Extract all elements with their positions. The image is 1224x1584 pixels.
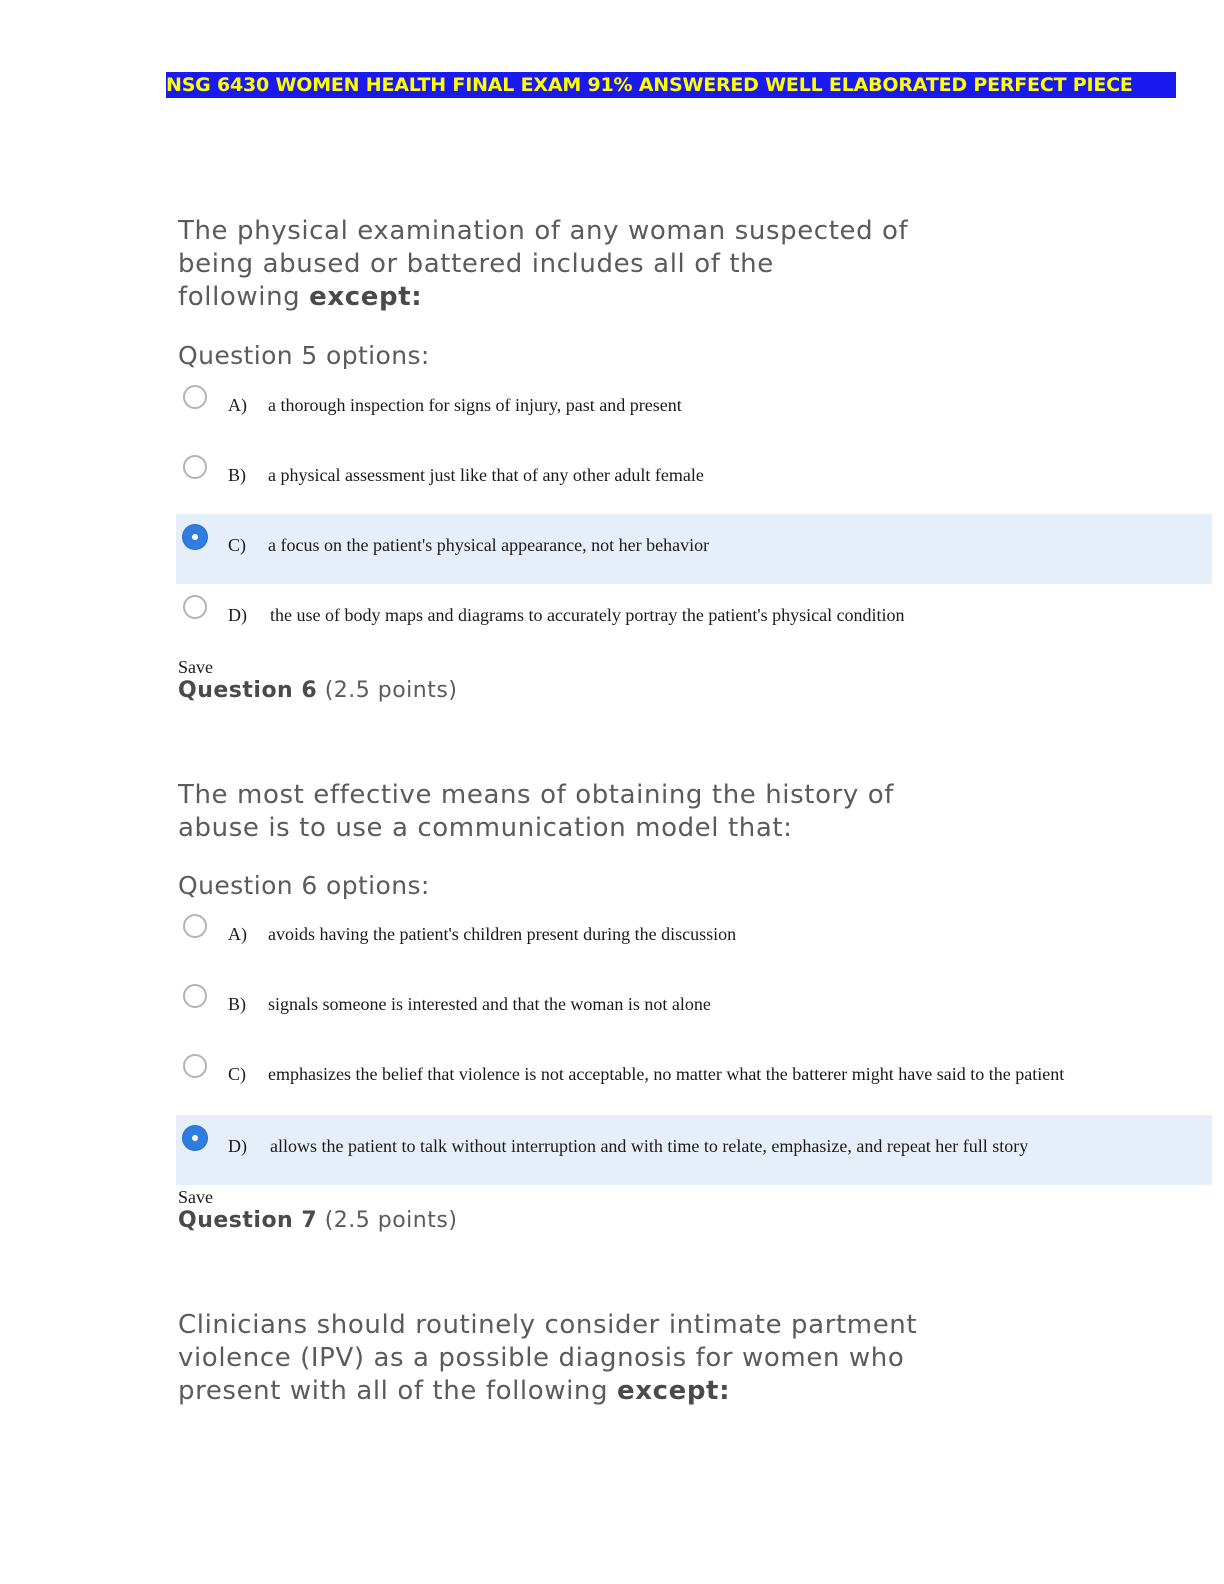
radio-button[interactable] (183, 984, 207, 1008)
question-7-text-line: present with all of the following (178, 1376, 617, 1406)
question-7-text (178, 1309, 917, 1408)
option-text: the use of body maps and diagrams to accurately portray the patient's physical condition (270, 605, 905, 625)
radio-button-selected[interactable] (183, 1126, 207, 1150)
option-letter: A) (228, 395, 247, 415)
question-5-option-d[interactable] (176, 584, 1212, 654)
question-7-label: Question 7 (178, 1208, 318, 1233)
option-text: a focus on the patient's physical appearance, not her behavior (268, 535, 710, 555)
question-6-option-b[interactable] (176, 973, 1212, 1043)
question-7-emphasis: except (616, 1376, 720, 1406)
question-5-text-line: The physical examination of any woman suspected of (178, 216, 909, 246)
question-6-options-heading: Question 6 options: (178, 871, 430, 900)
question-6-label: Question 6 (178, 678, 318, 703)
option-text: signals someone is interested and that the woman is not alone (268, 994, 711, 1014)
radio-button[interactable] (183, 595, 207, 619)
radio-button[interactable] (183, 385, 207, 409)
question-6-option-c[interactable] (176, 1043, 1212, 1113)
option-text: emphasizes the belief that violence is not acceptable, no matter what the batterer might have said to the patient (268, 1064, 1065, 1084)
radio-button-selected[interactable] (183, 525, 207, 549)
option-text: a physical assessment just like that of any other adult female (268, 465, 704, 485)
question-5-colon: : (411, 282, 423, 312)
option-letter: A) (228, 924, 247, 944)
option-letter: D) (228, 1136, 247, 1156)
option-text: allows the patient to talk without interruption and with time to relate, emphasize, and repeat her full story (270, 1136, 1029, 1156)
question-5-option-a[interactable] (176, 374, 1212, 444)
question-7-points: (2.5 points) (324, 1208, 458, 1233)
question-6-text-line: abuse is to use a communication model that: (178, 813, 793, 843)
radio-button[interactable] (183, 1054, 207, 1078)
option-text: a thorough inspection for signs of injury, past and present (268, 395, 682, 415)
option-letter: B) (228, 465, 246, 485)
question-7-colon: : (719, 1376, 731, 1406)
question-7-text-line: Clinicians should routinely consider intimate partment (178, 1310, 918, 1340)
question-7-header (178, 1208, 457, 1233)
save-button[interactable]: Save (178, 657, 213, 677)
question-6-option-d[interactable] (176, 1115, 1212, 1185)
question-6-text-line: The most effective means of obtaining the history of (178, 780, 894, 810)
question-5-text-line: being abused or battered includes all of the (178, 249, 774, 279)
question-7-text-line: violence (IPV) as a possible diagnosis for women who (178, 1343, 905, 1373)
option-text: avoids having the patient's children present during the discussion (268, 924, 737, 944)
radio-button[interactable] (183, 914, 207, 938)
question-6-header (178, 678, 457, 703)
question-5-text (178, 215, 908, 314)
option-letter: B) (228, 994, 246, 1014)
option-letter: C) (228, 1064, 246, 1084)
document-title-banner: NSG 6430 WOMEN HEALTH FINAL EXAM 91% ANSWERED WELL ELABORATED PERFECT PIECE (166, 72, 1176, 98)
save-button[interactable]: Save (178, 1187, 213, 1207)
option-letter: D) (228, 605, 247, 625)
question-5-option-b[interactable] (176, 444, 1212, 514)
question-5-option-c[interactable] (176, 514, 1212, 584)
question-5-options-heading: Question 5 options: (178, 341, 430, 370)
option-letter: C) (228, 535, 246, 555)
question-6-option-a[interactable] (176, 903, 1212, 973)
question-5-text-line: following (178, 282, 310, 312)
radio-button[interactable] (183, 455, 207, 479)
question-6-text (178, 779, 894, 845)
question-5-emphasis: except (309, 282, 412, 312)
question-6-points: (2.5 points) (324, 678, 458, 703)
